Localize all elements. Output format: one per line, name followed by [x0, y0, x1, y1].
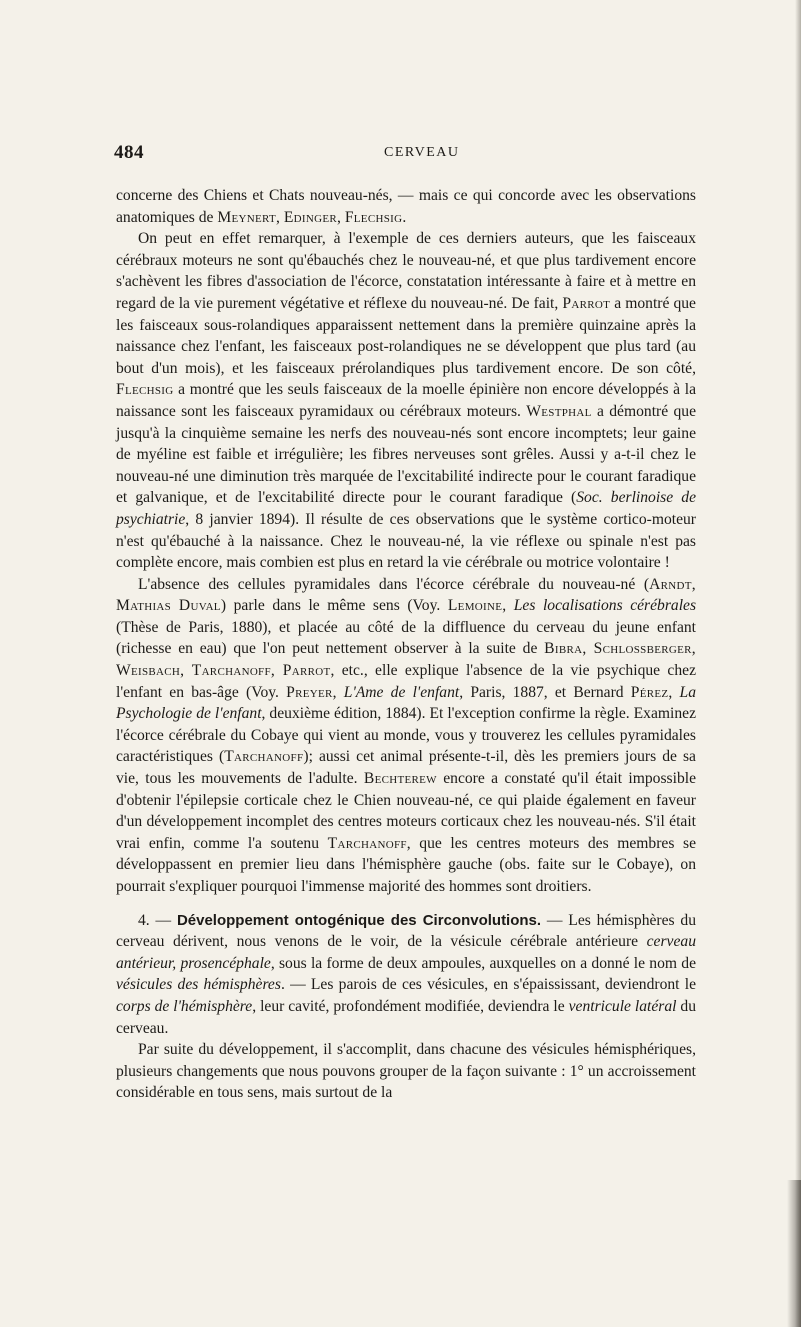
author-name: Tarchanoff: [327, 834, 407, 852]
text: du cerveau.: [116, 997, 697, 1037]
author-name: Tarchanoff: [224, 748, 304, 766]
scan-edge-shadow: [787, 1180, 801, 1327]
text: , que les centres moteurs des membres se développassent en premier lieu dans l'hémisphère gauche (obs. faite sur le Cobaye), on pourrait s'expliquer pourquoi l'immense majorité des hommes sont droitiers.: [116, 834, 696, 895]
text: ,: [337, 208, 345, 226]
text: , Paris, 1887, et Bernard: [459, 683, 631, 701]
text: ) parle dans le même sens (Voy.: [220, 597, 448, 615]
body-text: [116, 185, 696, 1104]
paragraph-5: [116, 1039, 696, 1104]
text: — Les hémisphères du cerveau dérivent, nous venons de le voir, de la vésicule cérébrale antérieure: [116, 911, 697, 951]
text: encore a constaté qu'il était impossible d'obtenir l'épilepsie corticale chez le Chien nouveau-né, ce qui plaide également en faveur d'un développement incomplet des centres moteurs corticaux chez les nouveau-nés. S'il était vrai enfin, comme l'a soutenu: [116, 770, 696, 852]
text: a démontré que jusqu'à la cinquième semaine les nerfs des nouveau-nés sont encore incomptets; leur gaine de myéline est faible et irrégulière; les fibres nerveuses sont grêles. Aussi y a-t-il chez le nouveau-né une diminution très marquée de l'excitabilité indirecte pour le courant faradique et galvanique, et de l'excitabilité directe pour le courant faradique (: [116, 402, 696, 507]
author-name: Flechsig: [344, 208, 403, 226]
author-name: Edinger: [283, 208, 338, 226]
paragraph-2: [116, 228, 696, 574]
text: . — Les parois de ces vésicules, en s'épaississant, deviendront le: [280, 976, 696, 994]
author-name: Bechterew: [363, 770, 437, 788]
author-name: Pérez: [630, 683, 669, 701]
citation-title: Les localisations cérébrales: [513, 597, 697, 615]
term: corps de l'hémisphère: [116, 997, 253, 1015]
text: concerne des Chiens et Chats nouveau-nés, — mais ce qui concorde avec les observations anatomiques de: [116, 187, 696, 226]
text: ,: [276, 208, 284, 226]
section-heading: Développement ontogénique des Circonvolutions.: [176, 911, 542, 929]
term: ventricule latéral: [568, 997, 677, 1015]
running-head: CERVEAU: [384, 145, 460, 160]
term: vésicules des hémisphères: [116, 976, 281, 994]
text: a montré que les faisceaux sous-rolandiques apparaissent nettement dans la première quinzaine après la naissance chez l'enfant, les faisceaux post-rolandiques ne se développent que plus tard (au bout d'un mois), et les faisceaux prérolandiques plus tardivement encore. De son côté,: [116, 294, 696, 377]
citation-title: La Psychologie de l'enfant: [116, 683, 696, 723]
page-header: [114, 142, 694, 168]
author-name: Bibra, Schlossberger, Weisbach, Tarchanoff, Parrot: [116, 640, 696, 680]
text: , sous la forme de deux ampoules, auxquelles on a donné le nom de: [270, 954, 696, 972]
paragraph-4: [116, 910, 696, 1040]
page-number: 484: [114, 142, 144, 163]
text: (Thèse de Paris, 1880), et placée au côté de la diffluence du cerveau du jeune enfant (richesse en eau) que l'on peut nettement observer à la suite de: [116, 618, 696, 658]
text: , deuxième édition, 1884). Et l'exception confirme la règle. Examinez l'écorce cérébrale du Cobaye qui vient au monde, vous y trouverez les cellules pyramidales caractéristiques (: [116, 705, 696, 766]
author-name: Parrot: [562, 294, 611, 312]
section-number: 4. —: [138, 911, 177, 929]
text: a montré que les seuls faisceaux de la moelle épinière non encore développés à la naissance sont les faisceaux pyramidaux ou cérébraux moteurs.: [116, 381, 696, 420]
author-name: Arndt, Mathias Duval: [116, 575, 696, 615]
text: ,: [668, 683, 680, 701]
author-name: Preyer: [286, 683, 333, 701]
text: ,: [502, 597, 514, 615]
text: .: [402, 208, 407, 226]
text: ,: [332, 683, 344, 701]
text: , 8 janvier 1894). Il résulte de ces observations que le système cortico-moteur n'est qu'ébauché à la naissance. Chez le nouveau-né, la vie réflexe ou spinale n'est pas complète encore, mais combien est plus en retard la vie cérébrale ou motrice volontaire !: [116, 510, 696, 572]
paragraph-1: [116, 185, 696, 228]
scan-edge-shadow: [795, 0, 801, 1327]
text: , etc., elle explique l'absence de la vie psychique chez l'enfant en bas-âge (Voy.: [116, 662, 696, 701]
citation-title: Soc. berlinoise de psychiatrie: [116, 489, 696, 528]
text: On peut en effet remarquer, à l'exemple de ces derniers auteurs, que les faisceaux cérébraux moteurs ne sont qu'ébauchés chez le nouveau-né, et que plus tardivement encore s'achèvent les fibres d'association de l'écorce, constatation intéressante à faire et à mettre en regard de la vie purement végétative et réflexe du nouveau-né. De fait,: [116, 230, 696, 312]
author-name: Flechsig: [116, 381, 174, 399]
citation-title: L'Ame de l'enfant: [343, 683, 460, 701]
text: Par suite du développement, il s'accomplit, dans chacune des vésicules hémisphériques, plusieurs changements que nous pouvons grouper de la façon suivante : 1° un accroissement considérable en tous sens, mais surtout de la: [116, 1041, 696, 1102]
author-name: Lemoine: [447, 597, 503, 615]
text: L'absence des cellules pyramidales dans l'écorce cérébrale du nouveau-né (: [138, 575, 650, 593]
term: cerveau antérieur, prosencéphale: [116, 933, 696, 972]
author-name: Meynert: [217, 208, 277, 226]
paragraph-3: [116, 574, 696, 898]
text: , leur cavité, profondément modifiée, deviendra le: [252, 997, 569, 1015]
author-name: Westphal: [526, 402, 592, 420]
text: ); aussi cet animal présente-t-il, dès les premiers jours de sa vie, tous les mouvements de l'adulte.: [116, 748, 696, 788]
